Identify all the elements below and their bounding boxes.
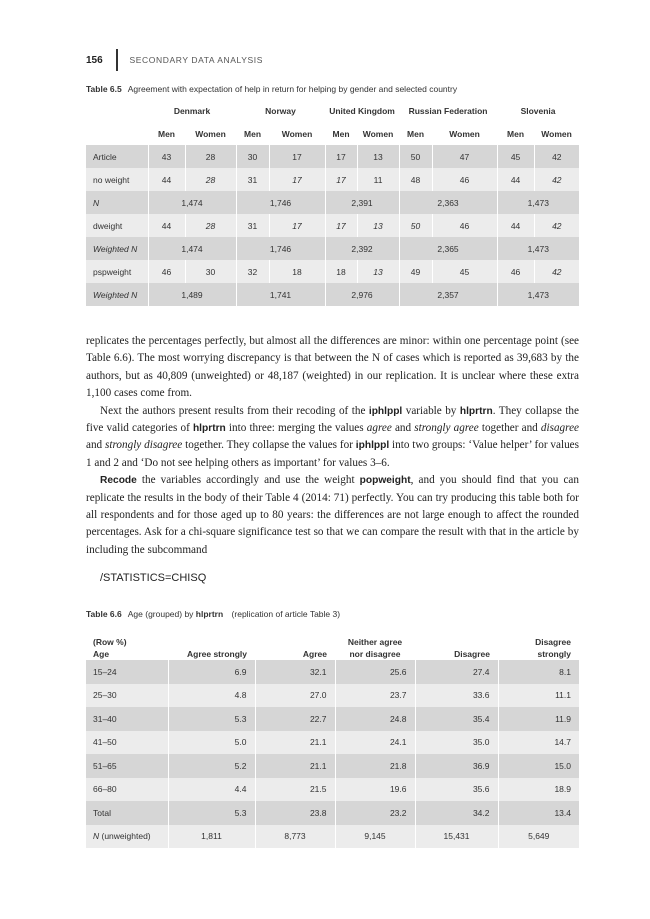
country-header: Norway <box>265 105 296 116</box>
table-cell: 22.7 <box>255 707 335 731</box>
table-6-5-caption <box>86 84 457 94</box>
table-6-5 <box>86 99 579 306</box>
table-cell: 46 <box>432 168 497 191</box>
gender-header: Men <box>332 128 350 139</box>
table-cell: 5.2 <box>168 754 255 778</box>
table-cell: 4.4 <box>168 778 255 802</box>
gender-header-row <box>86 122 579 145</box>
paragraph: replicates the percentages perfectly, but almost all the differences are minor: within one percentage point (see Table 6.6). The most worrying discrepancy is that between the N of cases which is reported as 39,683 by the authors, but as 40,809 (unweighted) or 48,187 (weighted) in our replication. It is unclear where these extra 1,100 cases come from. <box>86 335 579 400</box>
header-line: Neither agree <box>347 637 403 647</box>
table-cell: 32 <box>236 260 269 283</box>
table-cell: 2,365 <box>399 237 497 260</box>
table-cell: 31 <box>236 168 269 191</box>
table-cell: 13 <box>357 214 399 237</box>
table-cell: 50 <box>399 214 432 237</box>
caption-text: (replication of article Table 3) <box>229 609 341 619</box>
gender-header: Women <box>449 128 480 139</box>
row-header <box>86 626 168 660</box>
table-cell: 8.1 <box>498 660 579 684</box>
table-6-5-label: Table 6.5 <box>86 84 122 94</box>
table-cell: 27.0 <box>255 684 335 708</box>
table-row <box>86 191 579 214</box>
table-cell: 8,773 <box>255 825 335 849</box>
caption-text: Age (grouped) by <box>127 609 196 619</box>
gender-header: Women <box>281 128 313 139</box>
table-row <box>86 145 579 168</box>
table-cell: 21.1 <box>255 731 335 755</box>
label-text: (unweighted) <box>99 831 151 842</box>
table-cell: 18 <box>325 260 357 283</box>
text-run: Next the authors present results from their recoding of the <box>100 404 369 417</box>
table-cell: 19.6 <box>335 778 415 802</box>
table-cell: 24.8 <box>335 707 415 731</box>
value-name: disagree <box>540 422 580 435</box>
table-cell: 6.9 <box>168 660 255 684</box>
table-cell: 48 <box>399 168 432 191</box>
table-cell: 5.0 <box>168 731 255 755</box>
table-cell: 23.7 <box>335 684 415 708</box>
gender-header: Women <box>362 128 394 139</box>
table-row <box>86 801 579 825</box>
text-run: into two groups: ‘Value helper’ for values 1 and 2 and ‘Do not see helping others as important’ for values 3–6. <box>86 439 579 469</box>
command-name: Recode <box>100 475 137 487</box>
variable-name: iphlppl <box>355 440 390 452</box>
value-name: strongly agree <box>414 422 479 435</box>
country-header-row <box>86 99 579 122</box>
table-cell: 2,392 <box>325 237 399 260</box>
table-6-6 <box>86 626 579 848</box>
table-cell: 1,746 <box>236 191 325 214</box>
table-cell: 4.8 <box>168 684 255 708</box>
country-header: Russian Federation <box>408 105 488 116</box>
table-row <box>86 660 579 684</box>
table-row <box>86 260 579 283</box>
table-cell: 11.1 <box>498 684 579 708</box>
gender-header: Men <box>507 128 525 139</box>
table-cell: 44 <box>497 214 534 237</box>
table-cell: 50 <box>399 145 432 168</box>
table-cell: 35.6 <box>415 778 498 802</box>
table-cell: 1,474 <box>148 237 236 260</box>
table-cell: 42 <box>534 214 579 237</box>
country-header: Slovenia <box>520 105 556 116</box>
table-cell: 13 <box>357 260 399 283</box>
table-row <box>86 707 579 731</box>
table-cell: 1,741 <box>236 283 325 306</box>
table-row <box>86 168 579 191</box>
table-cell: 46 <box>432 214 497 237</box>
column-header <box>168 626 255 660</box>
country-header: Denmark <box>173 105 211 116</box>
row-label: 66–80 <box>86 778 168 802</box>
header-line: Agree strongly <box>187 649 247 659</box>
row-label: Weighted N <box>86 237 148 260</box>
table-cell: 35.0 <box>415 731 498 755</box>
table-cell: 28 <box>185 214 236 237</box>
table-row <box>86 731 579 755</box>
text-run: and <box>391 422 415 435</box>
table-cell: 27.4 <box>415 660 498 684</box>
table-cell: 28 <box>185 145 236 168</box>
variable-name: hlprtrn <box>192 423 226 435</box>
value-name: strongly disagree <box>105 439 183 452</box>
table-cell: 44 <box>148 168 185 191</box>
table-cell: 42 <box>534 168 579 191</box>
table-cell: 17 <box>325 214 357 237</box>
row-label: 51–65 <box>86 754 168 778</box>
text-run: together. They collapse the values for <box>182 439 356 452</box>
table-cell: 11.9 <box>498 707 579 731</box>
table-cell: 5,649 <box>498 825 579 849</box>
table-cell: 2,363 <box>399 191 497 214</box>
header-line: Disagree <box>535 637 571 647</box>
table-cell: 45 <box>497 145 534 168</box>
paragraph <box>86 403 579 473</box>
table-cell: 31 <box>236 214 269 237</box>
table-cell: 42 <box>534 145 579 168</box>
table-row <box>86 754 579 778</box>
table-cell: 28 <box>185 168 236 191</box>
variable-name: hlprtrn <box>195 609 224 619</box>
table-cell: 21.5 <box>255 778 335 802</box>
table-cell: 44 <box>497 168 534 191</box>
table-cell: 18 <box>269 260 325 283</box>
table-cell: 35.4 <box>415 707 498 731</box>
row-label: dweight <box>86 214 148 237</box>
table-cell: 13.4 <box>498 801 579 825</box>
table-6-6-caption <box>86 609 340 619</box>
table-6-6-label: Table 6.6 <box>86 609 122 619</box>
table-cell: 11 <box>357 168 399 191</box>
row-label: pspweight <box>86 260 148 283</box>
table-cell: 17 <box>269 214 325 237</box>
table-6-5-caption-text: Agreement with expectation of help in return for helping by gender and selected country <box>127 84 458 94</box>
table-cell: 34.2 <box>415 801 498 825</box>
text-run: . They collapse the five valid categories of <box>86 404 579 435</box>
table-cell: 5.3 <box>168 801 255 825</box>
table-cell: 1,473 <box>497 237 579 260</box>
table-cell: 1,489 <box>148 283 236 306</box>
table-cell: 44 <box>148 214 185 237</box>
table-row <box>86 778 579 802</box>
table-cell: 46 <box>497 260 534 283</box>
column-header <box>335 626 415 660</box>
country-header: United Kingdom <box>329 105 395 116</box>
table-cell: 36.9 <box>415 754 498 778</box>
column-header <box>255 626 335 660</box>
gender-header: Men <box>158 128 175 139</box>
table-cell: 17 <box>269 168 325 191</box>
row-label <box>86 825 168 849</box>
label-italic: N <box>93 831 100 842</box>
row-label: no weight <box>86 168 148 191</box>
header-line: nor disagree <box>349 649 401 659</box>
gender-header: Men <box>407 128 425 139</box>
header-divider <box>116 49 118 71</box>
row-label: Total <box>86 801 168 825</box>
row-label: 41–50 <box>86 731 168 755</box>
variable-name: popweight <box>359 475 411 487</box>
table-cell: 9,145 <box>335 825 415 849</box>
table-cell: 1,473 <box>497 191 579 214</box>
text-run: into three: merging the values <box>225 422 367 435</box>
running-title: SECONDARY DATA ANALYSIS <box>129 55 263 65</box>
table-cell: 23.8 <box>255 801 335 825</box>
table-cell: 15.0 <box>498 754 579 778</box>
table-cell: 15,431 <box>415 825 498 849</box>
table-cell: 17 <box>325 145 357 168</box>
table-cell: 13 <box>357 145 399 168</box>
page-number: 156 <box>86 54 103 66</box>
table-cell: 14.7 <box>498 731 579 755</box>
text-run: the variables accordingly and use the weight <box>136 474 360 487</box>
table-row <box>86 825 579 849</box>
table-cell: 21.1 <box>255 754 335 778</box>
row-label: 15–24 <box>86 660 168 684</box>
variable-name: iphlppl <box>368 405 403 417</box>
paragraph <box>86 472 579 559</box>
table-cell: 5.3 <box>168 707 255 731</box>
column-header <box>415 626 498 660</box>
table-cell: 42 <box>534 260 579 283</box>
column-header <box>498 626 579 660</box>
table-row <box>86 684 579 708</box>
table-cell: 1,473 <box>497 283 579 306</box>
table-cell: 43 <box>148 145 185 168</box>
row-label: 31–40 <box>86 707 168 731</box>
table-cell: 2,976 <box>325 283 399 306</box>
text-run: together and <box>478 422 541 435</box>
table-cell: 18.9 <box>498 778 579 802</box>
text-run: , and you should find that you can replicate the results in the body of their Table 4 (2014: 71) perfectly. You can try producing this table both for all respondents and for those aged up to 80 years: the differences are not large enough to affect the rounded percentages. Ask for a chi-square significance test so that we can compare the result with that in the article by including the subcommand <box>86 474 579 556</box>
table-cell: 33.6 <box>415 684 498 708</box>
row-label: N <box>86 191 148 214</box>
table-row <box>86 283 579 306</box>
table-row <box>86 237 579 260</box>
text-run: and <box>86 439 106 452</box>
table-row <box>86 214 579 237</box>
table-cell: 25.6 <box>335 660 415 684</box>
table-cell: 24.1 <box>335 731 415 755</box>
gender-header: Women <box>541 128 572 139</box>
table-cell: 32.1 <box>255 660 335 684</box>
header-line: Age <box>93 649 110 659</box>
spss-command: /STATISTICS=CHISQ <box>100 572 207 584</box>
table-cell: 1,474 <box>148 191 236 214</box>
gender-header: Men <box>244 128 262 139</box>
table-cell: 17 <box>325 168 357 191</box>
table-cell: 1,811 <box>168 825 255 849</box>
running-header <box>86 48 263 72</box>
row-label: 25–30 <box>86 684 168 708</box>
header-row <box>86 626 579 660</box>
table-cell: 49 <box>399 260 432 283</box>
table-cell: 2,357 <box>399 283 497 306</box>
body-text <box>86 333 579 559</box>
table-cell: 46 <box>148 260 185 283</box>
value-name: agree <box>366 422 392 435</box>
table-cell: 45 <box>432 260 497 283</box>
table-cell: 2,391 <box>325 191 399 214</box>
header-line: (Row %) <box>93 637 127 647</box>
table-cell: 30 <box>185 260 236 283</box>
header-line: Disagree <box>454 649 490 659</box>
table-cell: 23.2 <box>335 801 415 825</box>
table-cell: 30 <box>236 145 269 168</box>
text-run: variable by <box>402 404 460 417</box>
row-label: Weighted N <box>86 283 148 306</box>
table-cell: 1,746 <box>236 237 325 260</box>
gender-header: Women <box>195 128 226 139</box>
table-cell: 47 <box>432 145 497 168</box>
table-cell: 17 <box>269 145 325 168</box>
table-cell: 21.8 <box>335 754 415 778</box>
header-line: Agree <box>302 649 327 659</box>
row-label: Article <box>86 145 148 168</box>
variable-name: hlprtrn <box>459 405 493 417</box>
header-line: strongly <box>537 649 571 659</box>
